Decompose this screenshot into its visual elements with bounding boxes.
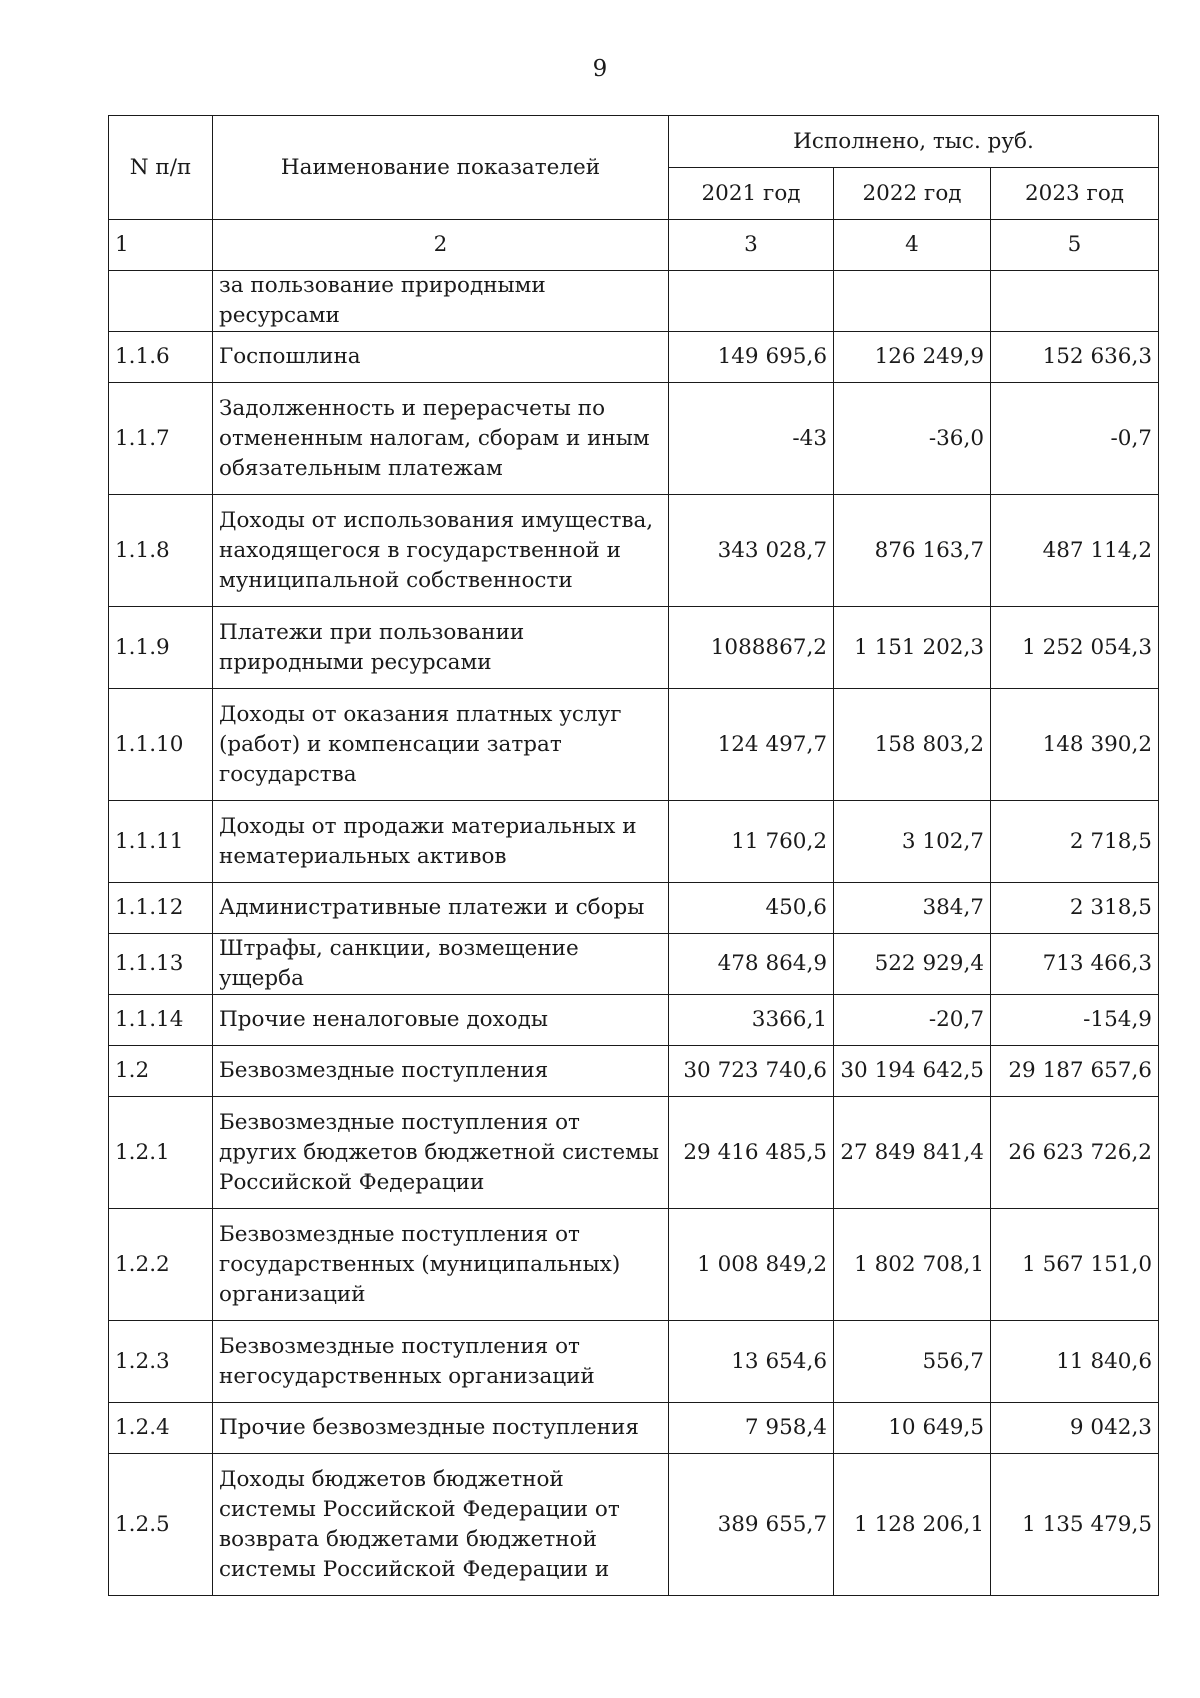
row-value-2021: 343 028,7 [669,495,834,607]
row-value-2023: -0,7 [991,383,1159,495]
page-number: 9 [592,56,608,82]
row-value-2022: -20,7 [834,995,991,1046]
row-value-2022: -36,0 [834,383,991,495]
row-value-2021: 3366,1 [669,995,834,1046]
row-value-2022: 30 194 642,5 [834,1046,991,1097]
row-name: Безвозмездные поступления от других бюджетов бюджетной системы Российской Федерации [213,1097,669,1209]
row-name: Штрафы, санкции, возмещение ущерба [213,934,669,995]
row-name: Административные платежи и сборы [213,883,669,934]
table-row [109,1209,1159,1321]
row-code: 1.1.7 [109,383,213,495]
table-row [109,383,1159,495]
row-name: Безвозмездные поступления от негосударственных организаций [213,1321,669,1403]
income-table [108,115,1159,1596]
row-value-2021: -43 [669,383,834,495]
row-value-2022: 27 849 841,4 [834,1097,991,1209]
index-cell-2: 2 [213,220,669,271]
row-code: 1.2.1 [109,1097,213,1209]
row-value-2021: 30 723 740,6 [669,1046,834,1097]
row-name: Безвозмездные поступления от государственных (муниципальных) организаций [213,1209,669,1321]
row-value-2023: 487 114,2 [991,495,1159,607]
row-value-2021: 124 497,7 [669,689,834,801]
row-value-2022: 556,7 [834,1321,991,1403]
row-code: 1.2.4 [109,1403,213,1454]
row-value-2023: 2 718,5 [991,801,1159,883]
row-code: 1.1.11 [109,801,213,883]
row-code: 1.1.9 [109,607,213,689]
row-value-2022: 876 163,7 [834,495,991,607]
table-row [109,1403,1159,1454]
row-value-2022: 522 929,4 [834,934,991,995]
row-value-2022: 384,7 [834,883,991,934]
row-value-2021: 7 958,4 [669,1403,834,1454]
row-value-2021: 11 760,2 [669,801,834,883]
row-value-2023: 9 042,3 [991,1403,1159,1454]
table-row [109,607,1159,689]
row-value-2021: 13 654,6 [669,1321,834,1403]
row-name: Прочие безвозмездные поступления [213,1403,669,1454]
row-code: 1.1.8 [109,495,213,607]
row-name: Доходы от оказания платных услуг (работ) и компенсации затрат государства [213,689,669,801]
row-name: Задолженность и перерасчеты по отмененным налогам, сборам и иным обязательным платежам [213,383,669,495]
row-code: 1.1.10 [109,689,213,801]
row-code [109,271,213,332]
index-cell-3: 3 [669,220,834,271]
row-code: 1.2 [109,1046,213,1097]
table-row [109,883,1159,934]
row-value-2022: 3 102,7 [834,801,991,883]
table-row [109,1454,1159,1596]
header-name: Наименование показателей [213,116,669,220]
row-value-2022: 10 649,5 [834,1403,991,1454]
row-value-2023: 152 636,3 [991,332,1159,383]
table-row [109,995,1159,1046]
row-value-2022: 158 803,2 [834,689,991,801]
row-code: 1.2.3 [109,1321,213,1403]
header-year-2023: 2023 год [991,168,1159,220]
index-cell-1: 1 [109,220,213,271]
row-value-2021: 149 695,6 [669,332,834,383]
row-value-2023: 1 567 151,0 [991,1209,1159,1321]
table-row [109,495,1159,607]
row-value-2023: 29 187 657,6 [991,1046,1159,1097]
index-cell-5: 5 [991,220,1159,271]
table-row [109,801,1159,883]
row-value-2022: 1 151 202,3 [834,607,991,689]
row-value-2023: -154,9 [991,995,1159,1046]
row-value-2021: 29 416 485,5 [669,1097,834,1209]
table-row [109,689,1159,801]
row-name: Безвозмездные поступления [213,1046,669,1097]
row-value-2021: 389 655,7 [669,1454,834,1596]
table-row [109,1046,1159,1097]
row-value-2021 [669,271,834,332]
row-code: 1.2.2 [109,1209,213,1321]
row-value-2021: 450,6 [669,883,834,934]
row-value-2023: 148 390,2 [991,689,1159,801]
table-row [109,934,1159,995]
row-value-2023: 2 318,5 [991,883,1159,934]
row-value-2021: 1 008 849,2 [669,1209,834,1321]
table-row [109,1321,1159,1403]
row-value-2022 [834,271,991,332]
index-cell-4: 4 [834,220,991,271]
row-value-2023: 1 135 479,5 [991,1454,1159,1596]
row-name: Прочие неналоговые доходы [213,995,669,1046]
row-value-2023: 26 623 726,2 [991,1097,1159,1209]
row-value-2022: 1 128 206,1 [834,1454,991,1596]
table-row [109,1097,1159,1209]
header-executed: Исполнено, тыс. руб. [669,116,1159,168]
header-year-2022: 2022 год [834,168,991,220]
row-value-2022: 126 249,9 [834,332,991,383]
row-code: 1.1.13 [109,934,213,995]
row-value-2021: 1088867,2 [669,607,834,689]
row-name: Доходы от использования имущества, находящегося в государственной и муниципальной собственности [213,495,669,607]
header-number: N п/п [109,116,213,220]
row-name: Платежи при пользовании природными ресурсами [213,607,669,689]
row-name: Госпошлина [213,332,669,383]
header-year-2021: 2021 год [669,168,834,220]
table-row [109,332,1159,383]
table-row [109,271,1159,332]
row-code: 1.2.5 [109,1454,213,1596]
row-value-2021: 478 864,9 [669,934,834,995]
row-code: 1.1.14 [109,995,213,1046]
row-name: за пользование природными ресурсами [213,271,669,332]
row-code: 1.1.12 [109,883,213,934]
row-value-2023 [991,271,1159,332]
row-value-2023: 1 252 054,3 [991,607,1159,689]
row-name: Доходы от продажи материальных и нематериальных активов [213,801,669,883]
row-name: Доходы бюджетов бюджетной системы Российской Федерации от возврата бюджетами бюджетной системы Российской Федерации и [213,1454,669,1596]
row-value-2023: 713 466,3 [991,934,1159,995]
row-value-2022: 1 802 708,1 [834,1209,991,1321]
row-value-2023: 11 840,6 [991,1321,1159,1403]
table-body [109,271,1159,1596]
row-code: 1.1.6 [109,332,213,383]
